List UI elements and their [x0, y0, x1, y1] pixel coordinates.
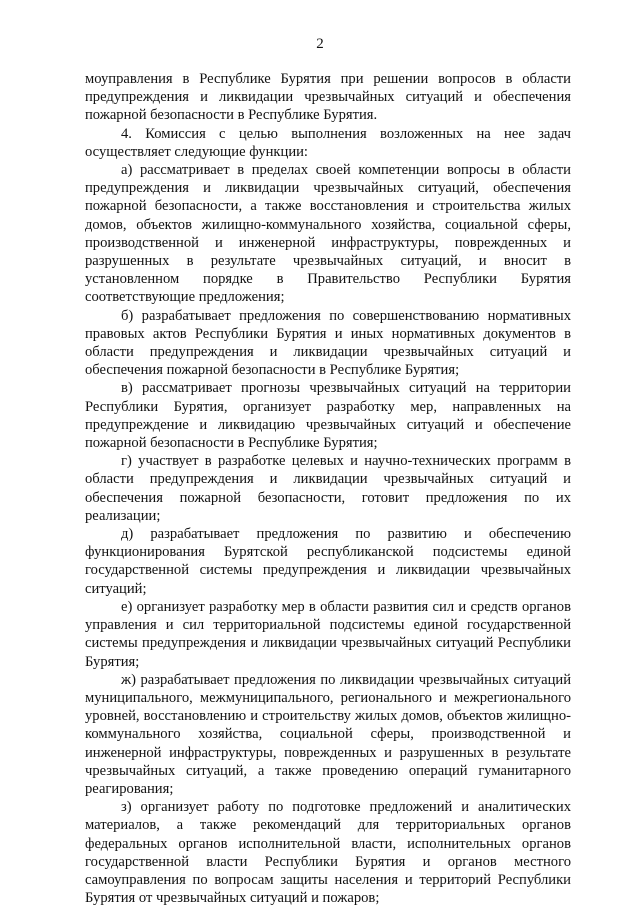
paragraph-item-z: з) организует работу по подготовке предложений и аналитических материалов, а также рекомендаций для территориальных органов федеральных органов исполнительной власти, исполнительных органов государственной власти Республики Бурятия и органов местного самоуправления по вопросам защиты населения и территорий Республики Бурятия от чрезвычайных ситуаций и пожаров;: [85, 799, 571, 907]
paragraph-item-a: а) рассматривает в пределах своей компетенции вопросы в области предупреждения и ликвидации чрезвычайных ситуаций, обеспечения пожарной безопасности, а также восстановления и строительства жилых домов, объектов жилищно-коммунального хозяйства, социальной сферы, производственной и инженерной инфраструктуры, поврежденных и разрушенных в результате чрезвычайных ситуаций, и вносит в установленном порядке в Правительство Республики Бурятия соответствующие предложения;: [85, 162, 571, 306]
paragraph-item-4: 4. Комиссия с целью выполнения возложенных на нее задач осуществляет следующие функции:: [85, 125, 571, 160]
page-number: 2: [316, 36, 324, 52]
paragraph-item-b: б) разрабатывает предложения по совершенствованию нормативных правовых актов Республики Бурятия и иных нормативных документов в области предупреждения и ликвидации чрезвычайных ситуаций и обеспечения пожарной безопасности в Республике Бурятия;: [85, 307, 571, 379]
paragraph-item-v: в) рассматривает прогнозы чрезвычайных ситуаций на территории Республики Бурятия, организует разработку мер, направленных на предупреждение и ликвидацию чрезвычайных ситуаций и обеспечение пожарной безопасности в Республике Бурятия;: [85, 380, 571, 452]
paragraph-item-d: д) разрабатывает предложения по развитию и обеспечению функционирования Бурятской республиканской подсистемы единой государственной системы предупреждения и ликвидации чрезвычайных ситуаций;: [85, 526, 571, 597]
paragraph-continuation: моуправления в Республике Бурятия при решении вопросов в области предупреждения и ликвидации чрезвычайных ситуаций и обеспечения пожарной безопасности в Республике Бурятия.: [85, 71, 571, 124]
paragraph-item-zh: ж) разрабатывает предложения по ликвидации чрезвычайных ситуаций муниципального, межмуниципального, регионального и межрегионального уровней, восстановлению и строительству жилых домов, объектов жилищно-коммунального хозяйства, социальной сферы, производственной и инженерной инфраструктуры, поврежденных и разрушенных в результате чрезвычайных ситуаций, а также проведению операций гуманитарного реагирования;: [85, 671, 571, 797]
paragraph-item-g: г) участвует в разработке целевых и научно-технических программ в области предупреждения и ликвидации чрезвычайных ситуаций и обеспечения пожарной безопасности, готовит предложения по их реализации;: [85, 453, 571, 524]
paragraph-item-e: е) организует разработку мер в области развития сил и средств органов управления и сил территориальной подсистемы единой государственной системы предупреждения и ликвидации чрезвычайных ситуаций Республики Бурятия;: [85, 598, 571, 670]
document-body: [85, 70, 571, 907]
